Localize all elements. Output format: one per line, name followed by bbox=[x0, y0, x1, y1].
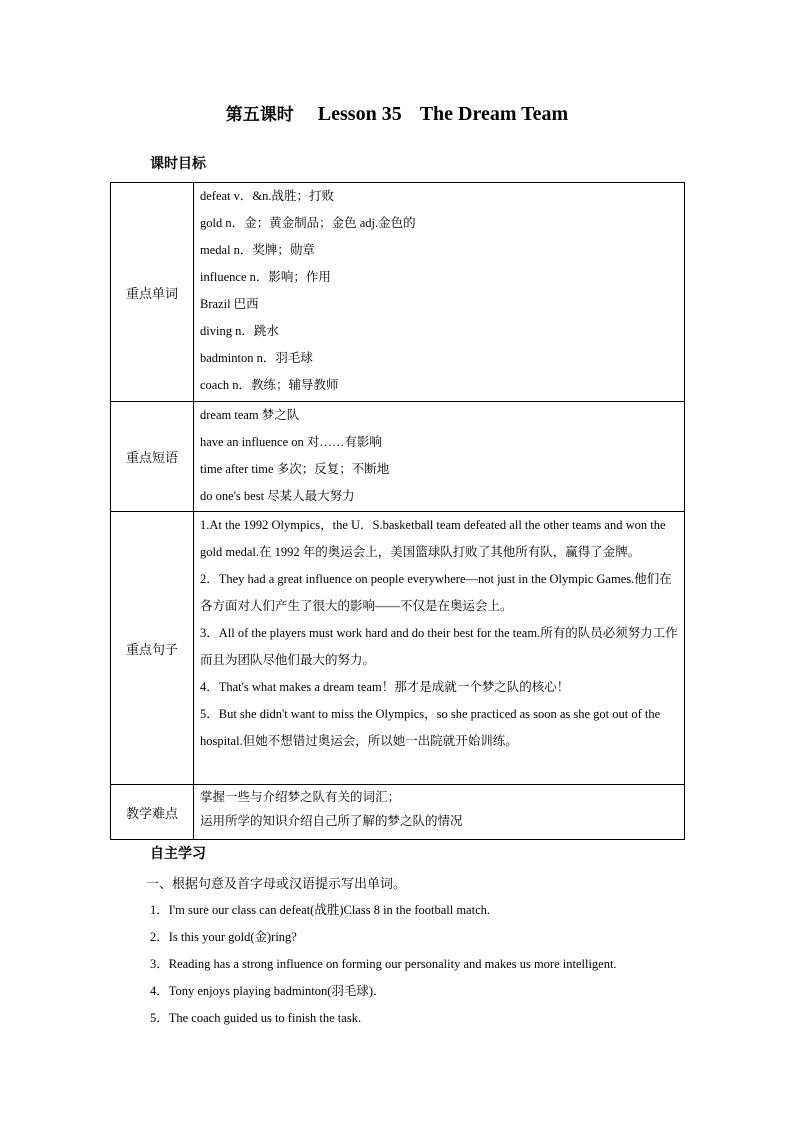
difficulty-item: 掌握一些与介绍梦之队有关的词汇； bbox=[200, 789, 401, 804]
table-row bbox=[111, 183, 685, 402]
exercise-item: 5．The coach guided us to finish the task. bbox=[150, 1011, 362, 1025]
sentences-label: 重点句子 bbox=[111, 512, 194, 785]
phrase-item: dream team 梦之队 bbox=[200, 408, 300, 422]
vocab-item: medal n．奖牌；勋章 bbox=[200, 243, 315, 257]
difficulty-label: 教学难点 bbox=[111, 785, 194, 840]
table-row bbox=[111, 402, 685, 512]
phrase-item: have an influence on 对……有影响 bbox=[200, 435, 382, 449]
title-lesson: Lesson 35 bbox=[317, 103, 402, 125]
vocab-item: coach n．教练；辅导教师 bbox=[200, 378, 339, 392]
self-study-heading: 自主学习 bbox=[150, 846, 206, 862]
difficulty-cell bbox=[194, 785, 685, 840]
vocab-item: gold n．金；黄金制品；金色 adj.金色的 bbox=[200, 216, 416, 230]
sentence-item: 3．All of the players must work hard and do their best for the team.所有的队员必须努力工作而且为团队尽他们最大的努力。 bbox=[200, 626, 678, 667]
vocab-label: 重点单词 bbox=[111, 183, 194, 402]
exercise-item: 2．Is this your gold(金)ring? bbox=[150, 930, 297, 944]
vocab-item: defeat v．&n.战胜；打败 bbox=[200, 189, 335, 203]
sentences-cell bbox=[194, 512, 685, 785]
vocab-item: badminton n．羽毛球 bbox=[200, 351, 313, 365]
vocab-cell bbox=[194, 183, 685, 402]
phrase-item: do one's best 尽某人最大努力 bbox=[200, 489, 355, 503]
objectives-heading: 课时目标 bbox=[150, 156, 206, 172]
table-row bbox=[111, 512, 685, 785]
vocab-item: diving n．跳水 bbox=[200, 324, 279, 338]
exercise-intro: 一、根据句意及首字母或汉语提示写出单词。 bbox=[146, 877, 407, 892]
title-name: The Dream Team bbox=[419, 103, 569, 125]
exercise-item: 4．Tony enjoys playing badminton(羽毛球)． bbox=[150, 984, 386, 998]
phrases-label: 重点短语 bbox=[111, 402, 194, 512]
objectives-table bbox=[110, 182, 685, 840]
exercise-item: 3．Reading has a strong influence on forming our personality and makes us more intelligent. bbox=[150, 957, 617, 971]
difficulty-item: 运用所学的知识介绍自己所了解的梦之队的情况 bbox=[200, 813, 463, 828]
table-row bbox=[111, 785, 685, 840]
sentence-item: 5．But she didn't want to miss the Olympics，so she practiced as soon as she got out of the hospital.但她不想错过奥运会，所以她一出院就开始训练。 bbox=[200, 707, 661, 748]
phrases-cell bbox=[194, 402, 685, 512]
vocab-item: influence n．影响；作用 bbox=[200, 270, 331, 284]
vocab-item: Brazil 巴西 bbox=[200, 297, 259, 311]
sentence-item: 2．They had a great influence on people everywhere—not just in the Olympic Games.他们在各方面对人们产生了很大的影响——不仅是在奥运会上。 bbox=[200, 572, 672, 613]
exercise-item: 1．I'm sure our class can defeat(战胜)Class 8 in the football match. bbox=[150, 903, 491, 917]
phrase-item: time after time 多次；反复；不断地 bbox=[200, 462, 390, 476]
document-title bbox=[0, 100, 794, 126]
title-period: 第五课时 bbox=[225, 105, 294, 125]
sentence-item: 1.At the 1992 Olympics，the U．S.basketball team defeated all the other teams and won the gold medal.在 1992 年的奥运会上，美国篮球队打败了其他所有队，赢得了金牌。 bbox=[200, 518, 666, 559]
sentence-item: 4．That's what makes a dream team！那才是成就一个梦之队的核心！ bbox=[200, 680, 570, 694]
